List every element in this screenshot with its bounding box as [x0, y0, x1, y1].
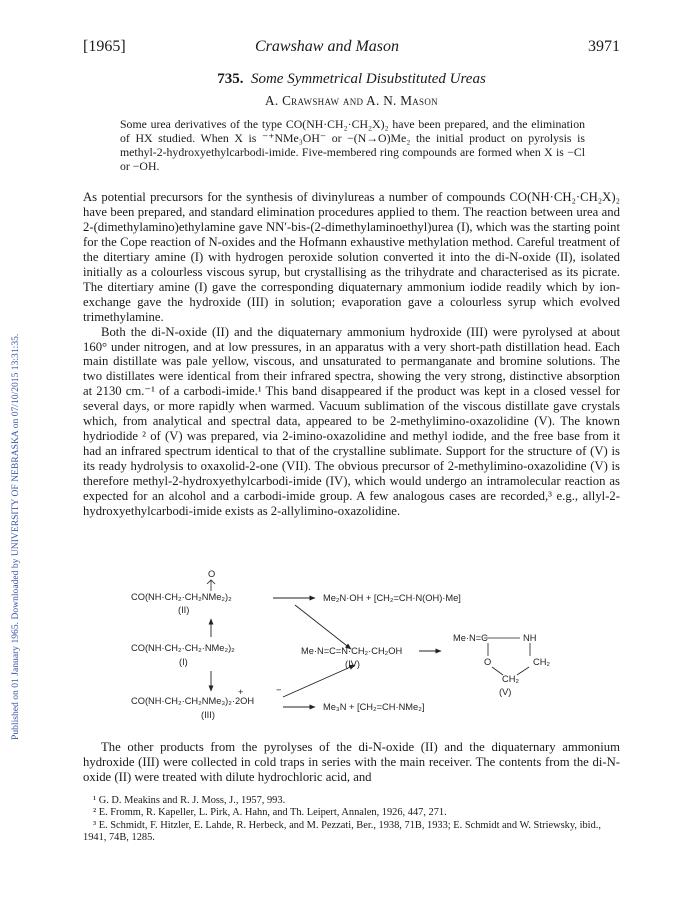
- ring-CH2-bottom: CH₂: [502, 674, 520, 684]
- download-watermark-text: Published on 01 January 1965. Downloaded by UNIVERSITY OF NEBRASKA on 07/10/2015 13:31:35.: [10, 333, 21, 740]
- compound-III-formula: CO(NH·CH₂·CH₂NMe₃)₂·2OH: [131, 696, 255, 706]
- scheme-oxide-oxygen: O: [208, 569, 216, 579]
- ring-CH2-right: CH₂: [533, 657, 551, 667]
- article-title: [83, 71, 620, 88]
- ring-methylimino: Me·N=C: [453, 633, 488, 643]
- header-authors: Crawshaw and Mason: [255, 38, 400, 55]
- arrow-III-to-IV: [283, 665, 355, 697]
- compound-I-formula: CO(NH·CH₂·CH₂·NMe₂)₂: [131, 643, 235, 653]
- compound-IV-formula: Me·N=C=N·CH₂·CH₂OH: [301, 646, 403, 656]
- ring-NH: NH: [523, 633, 537, 643]
- arrow-II-to-IV: [295, 605, 351, 649]
- compound-I-label: (I): [179, 657, 188, 667]
- body-section-1: [83, 190, 620, 519]
- references: [83, 795, 620, 845]
- article-authors: A. Crawshaw and A. N. Mason: [265, 93, 438, 108]
- products-from-II: Me₂N·OH + [CH₂=CH·N(OH)·Me]: [323, 593, 461, 603]
- oxazolidine-ring-V: [453, 633, 550, 697]
- header-page-number: 3971: [588, 38, 620, 55]
- article-title-text: Some Symmetrical Disubstituted Ureas: [250, 71, 486, 87]
- reaction-scheme: [83, 567, 620, 727]
- compound-III-minus: −: [276, 685, 282, 695]
- compound-V-label: (V): [499, 687, 512, 697]
- paragraph-3: The other products from the pyrolyses of the di-N-oxide (II) and the diquaternary ammonium hydroxide (III) were collected in cold traps in series with the main receiver. The contents from the di-N-oxide (II) were treated with dilute hydrochloric acid, and: [83, 740, 620, 784]
- download-watermark: [0, 100, 21, 740]
- compound-IV-label: (IV): [345, 659, 360, 669]
- reference-3: ³ E. Schmidt, F. Hitzler, E. Lahde, R. Herbeck, and M. Pezzati, Ber., 1938, 71B, 1933; E. Schmidt and W. Striewsky, ibid., 1941, 74B, 1285.: [83, 819, 601, 844]
- compound-II-label: (II): [178, 605, 190, 615]
- body-section-2: [83, 740, 620, 785]
- abstract: Some urea derivatives of the type CO(NH·CH₂·CH₂X)₂ have been prepared, and the elimination of HX studied. When X is ⁻⁺NMe₃OH⁻ or −(N→O)Me₂ the initial product on pyrolysis is methyl-2-hydroxyethylcarbodi-imide. Five-membered ring compounds are formed when X is −Cl or −OH.: [120, 117, 585, 174]
- reference-1: ¹ G. D. Meakins and R. J. Moss, J., 1957, 993.: [93, 795, 286, 806]
- paragraph-2: Both the di-N-oxide (II) and the diquaternary ammonium hydroxide (III) were pyrolysed at about 160° under nitrogen, and at low pressures, in an apparatus with a very short-path distillation head. Each main distillate was pale yellow, viscous, and unsaturated to permanganate and bromine solutions. The two distillates were identical from their infrared spectra, showing the very strong, distinctive absorption at 2130 cm.⁻¹ of a carbodi-imide.¹ This band disappeared if the product was kept in a closed vessel for several days, or more rapidly when warmed. Vacuum sublimation of the viscous distillate gave crystals which, from analytical and spectral data, appeared to be 2-methylimino-oxazolidine (V). The known hydriodide ² of (V) was prepared, via 2-imino-oxazolidine and methyl iodide, and the free base from it had an infrared spectrum identical to that of the crystalline sublimate. Support for the structure of (V) is its ready hydrolysis to oxaxolid-2-one (VII). The obvious precursor of 2-methylimino-oxazolidine (V) is therefore methyl-2-hydroxyethylcarbodi-imide (IV), which would undergo an intramolecular reaction as expected for an alcohol and a carbodi-imide group. A few analogous cases are recorded,³ e.g., allyl-2-hydroxyethylcarbodi-imide exists as 2-allylimino-oxazolidine.: [83, 324, 620, 519]
- compound-II-formula: CO(NH·CH₂·CH₂NMe₂)₂: [131, 592, 232, 602]
- running-header: [83, 38, 620, 58]
- compound-III-plus: +: [238, 687, 244, 697]
- products-from-III: Me₃N + [CH₂=CH·NMe₂]: [323, 702, 425, 712]
- ring-O: O: [484, 657, 492, 667]
- header-year: [1965]: [83, 38, 126, 55]
- reference-2: ² E. Fromm, R. Kapeller, L. Pirk, A. Hahn, and Th. Leipert, Annalen, 1926, 447, 271.: [93, 807, 447, 819]
- compound-III-label: (III): [201, 710, 215, 720]
- paragraph-1: As potential precursors for the synthesis of divinylureas a number of compounds CO(NH·CH₂·CH₂X)₂ have been prepared, and standard elimination procedures applied to them. The reaction between urea and 2-(dimethylamino)ethylamine gave NN′-bis-(2-dimethylaminoethyl)urea (I), which was the starting point for the Cope reaction of N-oxides and the Hofmann exhaustive methylation method. Careful treatment of the ditertiary amine (I) with hydrogen peroxide solution converted it into the di-N-oxide (II), isolated initially as a colourless viscous syrup, but crystallising as the trihydrate and characterised as its picrate. The ditertiary amine (I) gave the corresponding diquaternary ammonium iodide readily which by ion-exchange gave the hydroxide (III) in solution; evaporation gave a colourless syrup which evolved trimethylamine.: [83, 190, 620, 324]
- article-number: 735.: [217, 71, 244, 87]
